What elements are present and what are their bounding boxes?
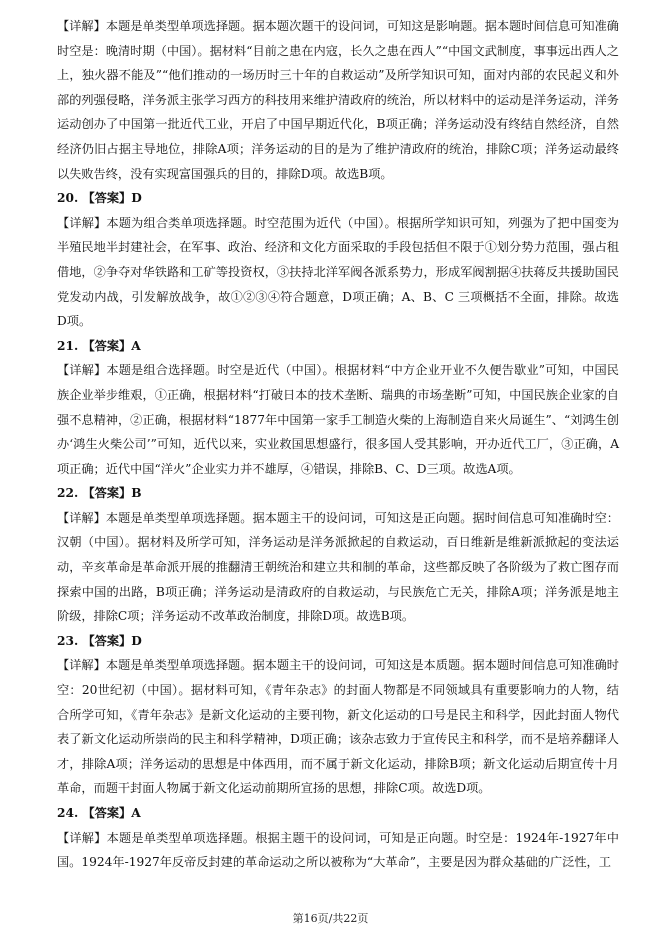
- explanation-paragraph: 【详解】本题是单类型单项选择题。据本题次题干的设问词，可知这是影响题。据本题时间信息可知准确时空是：晚清时期（中国）。据材料“目前之患在内寇，长久之患在西人”“中国文武制度，事事远出西人之上，独火器不能及”“他们推动的一场历时三十年的自救运动”及所学知识可知，面对内部的农民起义和外部的列强侵略，洋务派主张学习西方的科技用来维护清政府的统治，所以材料中的运动是洋务运动，洋务运动创办了中国第一批近代工业，开启了中国早期近代化，B项正确；洋务运动没有终结自然经济，自然经济仍旧占据主导地位，排除A项；洋务运动的目的是为了维护清政府的统治，排除C项；洋务运动最终以失败告终，没有实现富国强兵的目的，排除D项。故选B项。: [57, 19, 619, 181]
- answer-heading: 24. 【答案】A: [57, 806, 141, 820]
- explanation-paragraph: 【详解】本题是单类型单项选择题。据本题主干的设问词，可知这是正向题。据时间信息可知准确时空：汉朝（中国）。据材料及所学可知，洋务运动是洋务派掀起的自救运动，百日维新是维新派掀起的变法运动，辛亥革命是革命派开展的推翻清王朝统治和建立共和制的革命，这些都反映了各阶级为了救亡图存而探索中国的出路，B项正确；洋务运动是清政府的自救运动，与民族危亡无关，排除A项；洋务派是地主阶级，排除C项；洋务运动不改革政治制度，排除D项。故选B项。: [57, 510, 619, 624]
- explanation-paragraph: 【详解】本题为组合类单项选择题。时空范围为近代（中国）。根据所学知识可知，列强为了把中国变为半殖民地半封建社会，在军事、政治、经济和文化方面采取的手段包括但不限于①划分势力范围，强占租借地，②争夺对华铁路和工矿等投资权，③扶持北洋军阀各派系势力，形成军阀割据④扶蒋反共援助国民党发动内战，引发解放战争，故①②③④符合题意，D项正确；A、B、C 三项概括不全面，排除。故选D项。: [57, 215, 619, 329]
- document-page: [57, 14, 619, 875]
- answer-heading: 20. 【答案】D: [57, 191, 142, 206]
- answer-heading: 22. 【答案】B: [57, 486, 142, 501]
- explanation-paragraph: 【详解】本题是单类型单项选择题。根据主题干的设问词，可知是正向题。时空是：1924年-1927年中国。1924年-1927年反帝反封建的革命运动之所以被称为“大革命”，主要是因为群众基础的广泛性，工: [57, 830, 619, 870]
- explanation-paragraph: 【详解】本题是单类型单项选择题。据本题主干的设问词，可知这是本质题。据本题时间信息可知准确时空：20世纪初（中国）。据材料可知，《青年杂志》的封面人物都是不同领域具有重要影响力的人物，结合所学可知，《青年杂志》是新文化运动的主要刊物，新文化运动的口号是民主和科学，因此封面人物代表了新文化运动所崇尚的民主和科学精神，D项正确；该杂志致力于宣传民主和科学，而不是培养翻译人才，排除A项；洋务运动的思想是中体西用，而不属于新文化运动，排除B项；新文化运动后期宣传十月革命，而题干封面人物属于新文化运动前期所宣扬的思想，排除C项。故选D项。: [57, 658, 619, 796]
- explanation-paragraph: 【详解】本题是组合选择题。时空是近代（中国）。根据材料“中方企业开业不久便告歇业”可知，中国民族企业举步维艰，①正确，根据材料“打破日本的技术垄断、瑞典的市场垄断”可知，中国民族企业家的自强不息精神，②正确，根据材料“1877年中国第一家手工制造火柴的上海制造自来火局诞生”、“刘鸿生创办‘鸿生火柴公司’”可知，近代以来，实业救国思想盛行，很多国人受其影响，开办近代工厂，③正确，A项正确；近代中国“洋火”企业实力并不雄厚，④错误，排除B、C、D三项。故选A项。: [57, 363, 619, 476]
- answer-heading: 23. 【答案】D: [57, 633, 142, 648]
- page-number-footer: 第16页/共22页: [292, 912, 369, 925]
- answer-heading: 21. 【答案】A: [57, 338, 141, 353]
